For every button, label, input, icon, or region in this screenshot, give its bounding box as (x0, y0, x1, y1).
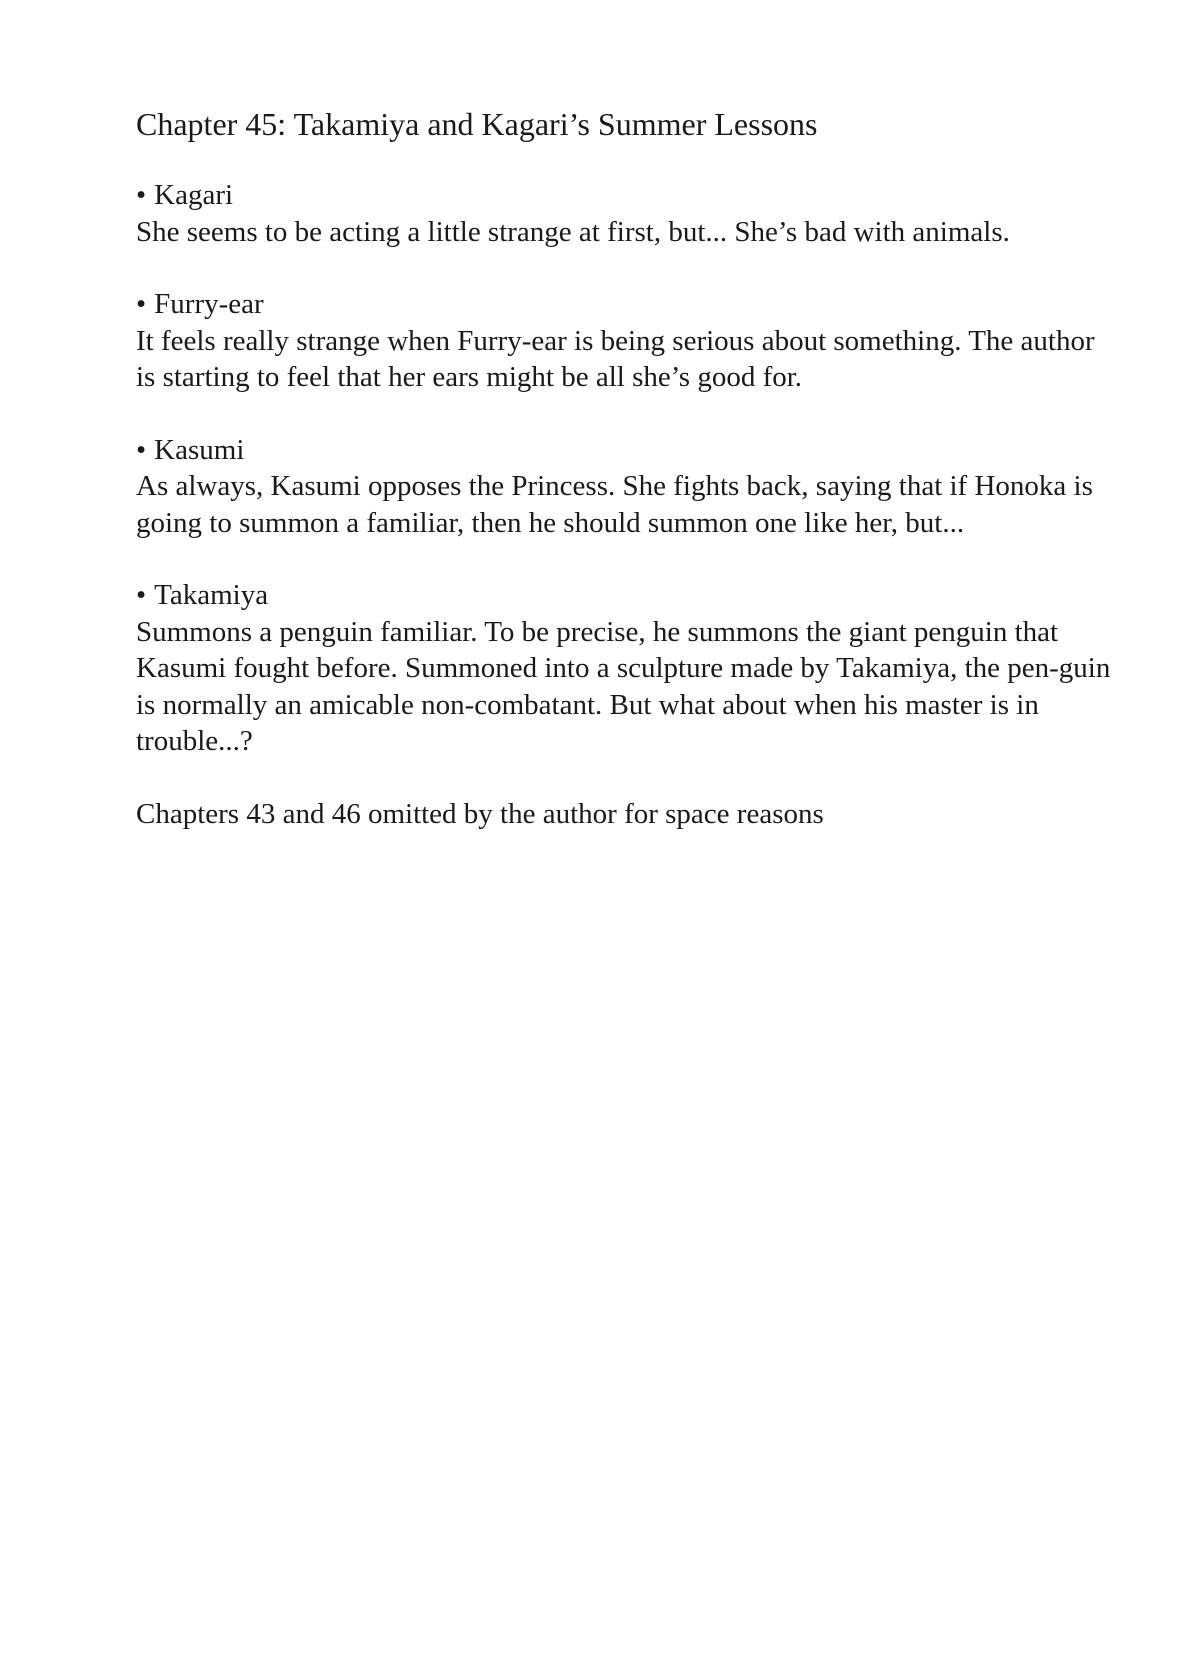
character-description: She seems to be acting a little strange at first, but... She’s bad with animals. (136, 215, 1010, 248)
character-entry-furry-ear (136, 286, 1116, 396)
chapter-title: Chapter 45: Takamiya and Kagari’s Summer Lessons (136, 106, 818, 142)
character-name (136, 432, 1116, 469)
bullet-icon: • (136, 433, 147, 466)
bullet-icon: • (136, 179, 147, 211)
character-entry-kasumi (136, 432, 1116, 542)
character-name-text: Kagari (154, 179, 234, 211)
character-name (136, 577, 1116, 614)
document-page (136, 104, 1116, 832)
character-name-text: Takamiya (154, 579, 269, 611)
bullet-icon: • (136, 288, 147, 320)
character-name (136, 177, 1116, 214)
character-name-text: Kasumi (154, 433, 245, 466)
character-name (136, 286, 1116, 323)
character-description: As always, Kasumi opposes the Princess. She fights back, saying that if Honoka is going to summon a familiar, then he should summon one like her, but... (136, 470, 1093, 539)
bullet-icon: • (136, 579, 147, 611)
character-entry-takamiya (136, 577, 1116, 760)
character-description: Summons a penguin familiar. To be precise, he summons the giant penguin that Kasumi fought before. Summoned into a sculpture made by Takamiya, the pen-guin is normally an amicable non-combatant. But what about when his master is in trouble...? (136, 615, 1111, 757)
character-name-text: Furry-ear (154, 288, 264, 320)
character-description: It feels really strange when Furry-ear is being serious about something. The author is starting to feel that her ears might be all she’s good for. (136, 324, 1095, 393)
omission-note: Chapters 43 and 46 omitted by the author for space reasons (136, 797, 824, 830)
character-entry-kagari (136, 177, 1116, 250)
